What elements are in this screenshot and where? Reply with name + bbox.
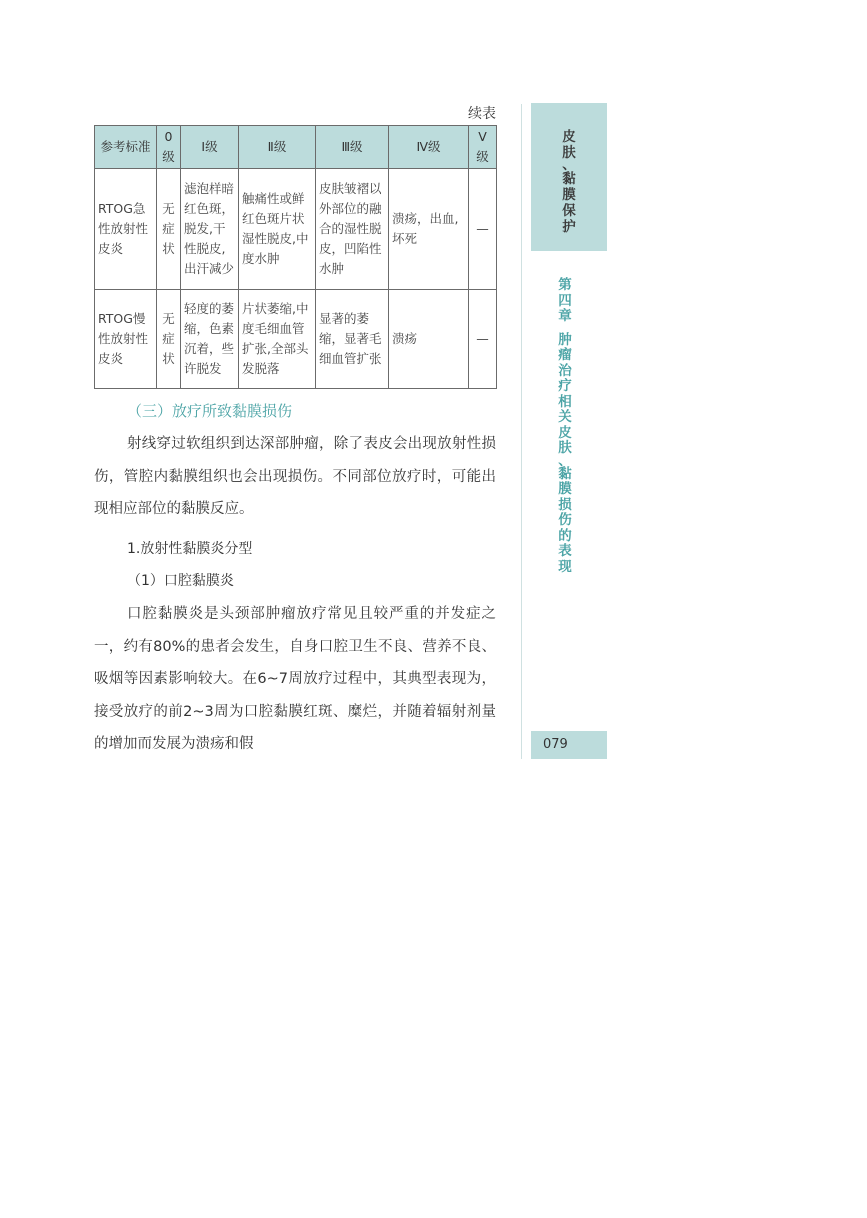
vertical-char: 相 [558,393,572,410]
vertical-char: 的 [558,527,572,544]
table-cell: 片状萎缩,中度毛细血管扩张,全部头发脱落 [239,290,316,389]
vertical-char: 、 [562,157,576,173]
vertical-char: 肤 [562,145,576,161]
vertical-char: 表 [558,543,572,559]
table-cell: 无症状 [157,169,181,290]
vertical-char: 章 [558,308,572,324]
list-heading-classification: 1.放射性黏膜炎分型 [127,541,253,557]
header-cell-grade-2: Ⅱ级 [239,126,316,169]
table-cell: 皮肤皱褶以外部位的融合的湿性脱皮，凹陷性水肿 [316,169,389,290]
vertical-char: 现 [558,558,572,575]
vertical-char: 护 [562,219,576,235]
chapter-title-vertical [556,278,574,575]
margin-divider [521,104,522,759]
vertical-char: 关 [558,409,572,425]
table-cell: — [469,169,497,290]
section-subheading: （三）放疗所致黏膜损伤 [127,402,293,420]
vertical-char: 损 [558,496,572,513]
table-cell: 溃疡 [389,290,469,389]
page-number-box [531,731,607,759]
table-cell: 滤泡样暗红色斑，脱发,干性脱皮,出汗减少 [181,169,239,290]
table-header-row [95,126,497,169]
list-item-oral-mucositis: （1）口腔黏膜炎 [127,573,234,589]
continued-table-label: 续表 [468,106,496,122]
vertical-char: 皮 [562,129,576,145]
vertical-char: 保 [562,203,576,219]
page-number: 079 [543,737,568,752]
section-tab [531,103,607,251]
table-cell: RTOG急性放射性皮炎 [95,169,157,290]
table-row [95,169,497,290]
vertical-char: 治 [558,362,572,379]
body-paragraph-1: 射线穿过软组织到达深部肿瘤，除了表皮会出现放射性损伤，管腔内黏膜组织也会出现损伤。不同部位放疗时，可能出现相应部位的黏膜反应。 [94,436,496,517]
table-cell: 触痛性或鲜红色斑片状湿性脱皮,中度水肿 [239,169,316,290]
header-cell-grade-1: Ⅰ级 [181,126,239,169]
vertical-char: 膜 [558,481,572,497]
vertical-char: 膜 [562,187,576,203]
vertical-char: 皮 [558,424,572,441]
body-paragraph-2: 口腔黏膜炎是头颈部肿瘤放疗常见且较严重的并发症之一，约有80%的患者会发生，自身口腔卫生不良、营养不良、吸烟等因素影响较大。在6~7周放疗过程中，其典型表现为，接受放疗的前2~3周为口腔黏膜红斑、糜烂，并随着辐射剂量的增加而发展为溃疡和假 [94,606,496,752]
table-cell: 无症状 [157,290,181,389]
header-cell-standard: 参考标准 [95,126,157,169]
table-cell: 轻度的萎缩，色素沉着，些许脱发 [181,290,239,389]
header-cell-grade-0: 0级 [157,126,181,169]
vertical-char: 肿 [558,331,572,348]
table-cell: RTOG慢性放射性皮炎 [95,290,157,389]
section-tab-label [531,129,607,235]
vertical-char: 、 [558,452,572,469]
header-cell-grade-5: Ⅴ级 [469,126,497,169]
vertical-char: 黏 [562,171,576,187]
header-cell-grade-4: Ⅳ级 [389,126,469,169]
vertical-char: 伤 [558,512,572,528]
header-cell-grade-3: Ⅲ级 [316,126,389,169]
table-cell: 溃疡，出血,坏死 [389,169,469,290]
table-cell: — [469,290,497,389]
vertical-char: 黏 [558,465,572,482]
vertical-char: 第 [558,277,572,293]
vertical-char: 疗 [558,378,572,394]
vertical-char: 肤 [558,440,572,456]
table-row [95,290,497,389]
table-cell: 显著的萎缩，显著毛细血管扩张 [316,290,389,389]
vertical-char: 瘤 [558,347,572,363]
radiation-dermatitis-grade-table [94,125,497,389]
vertical-char: 四 [558,292,572,309]
